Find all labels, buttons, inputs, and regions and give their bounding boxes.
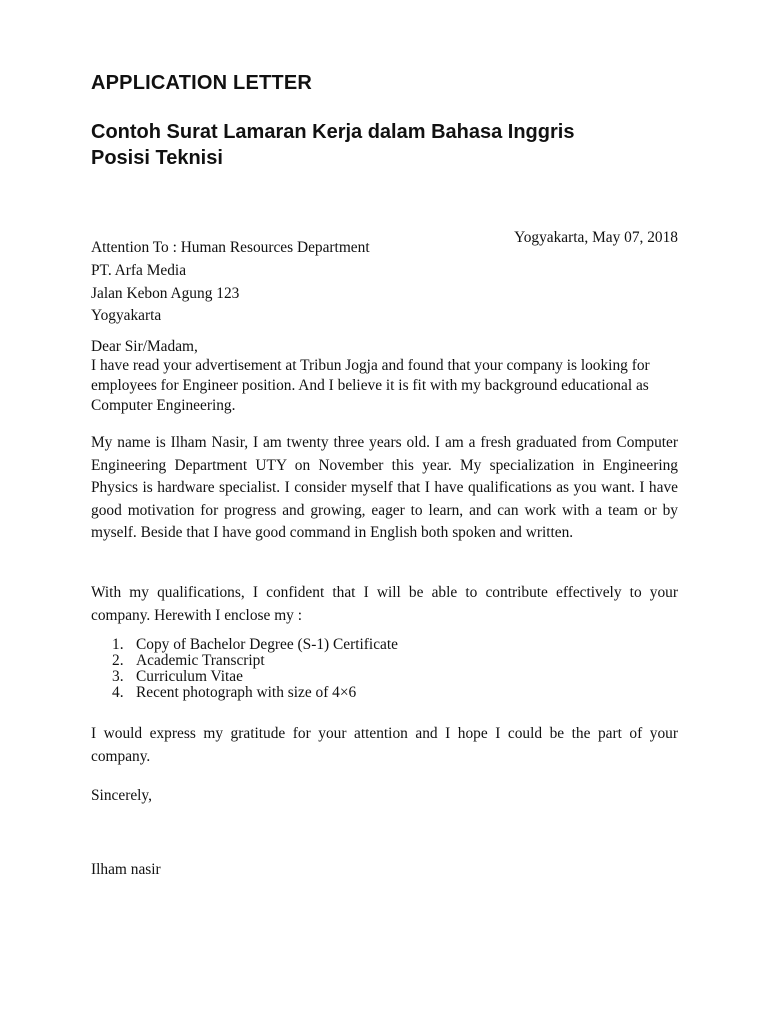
paragraph-intro: I have read your advertisement at Tribun Jogja and found that your company is looking for employees for Engineer position. And I believe it is fit with my background educational as Computer Engineering. xyxy=(91,357,650,414)
address-line-street: Jalan Kebon Agung 123 xyxy=(91,285,240,302)
salutation: Dear Sir/Madam, xyxy=(91,338,198,355)
paragraph-qualifications: With my qualifications, I confident that I will be able to contribute effectively to your company. Herewith I enclose my : xyxy=(91,584,678,624)
letter-date: Yogyakarta, May 07, 2018 xyxy=(514,229,678,246)
enclosure-list xyxy=(112,637,398,701)
list-item: 2. Academic Transcript xyxy=(112,652,265,669)
list-item: 4. Recent photograph with size of 4×6 xyxy=(112,684,357,701)
list-item: 1. Copy of Bachelor Degree (S-1) Certificate xyxy=(112,636,398,653)
address-line-company: PT. Arfa Media xyxy=(91,262,187,279)
paragraph-about-me: My name is Ilham Nasir, I am twenty three years old. I am a fresh graduated from Computer Engineering Department UTY on November this year. My specialization in Engineering Physics is hardware specialist. I consider myself that I have qualifications as you want. I have good motivation for progress and growing, eager to learn, and can work with a team or by myself. Beside that I have good command in English both spoken and written. xyxy=(91,434,678,541)
closing: Sincerely, xyxy=(91,787,152,804)
subtitle-line-1: Contoh Surat Lamaran Kerja dalam Bahasa Inggris xyxy=(91,121,575,143)
document-title: APPLICATION LETTER xyxy=(91,72,313,94)
address-line-city: Yogyakarta xyxy=(91,307,162,324)
signature-name: Ilham nasir xyxy=(91,861,161,878)
paragraph-gratitude: I would express my gratitude for your attention and I hope I could be the part of your company. xyxy=(91,725,678,765)
list-item: 3. Curriculum Vitae xyxy=(112,668,243,685)
subtitle-line-2: Posisi Teknisi xyxy=(91,147,223,169)
address-line-attention: Attention To : Human Resources Department xyxy=(91,239,370,256)
document-subtitle xyxy=(91,119,711,171)
